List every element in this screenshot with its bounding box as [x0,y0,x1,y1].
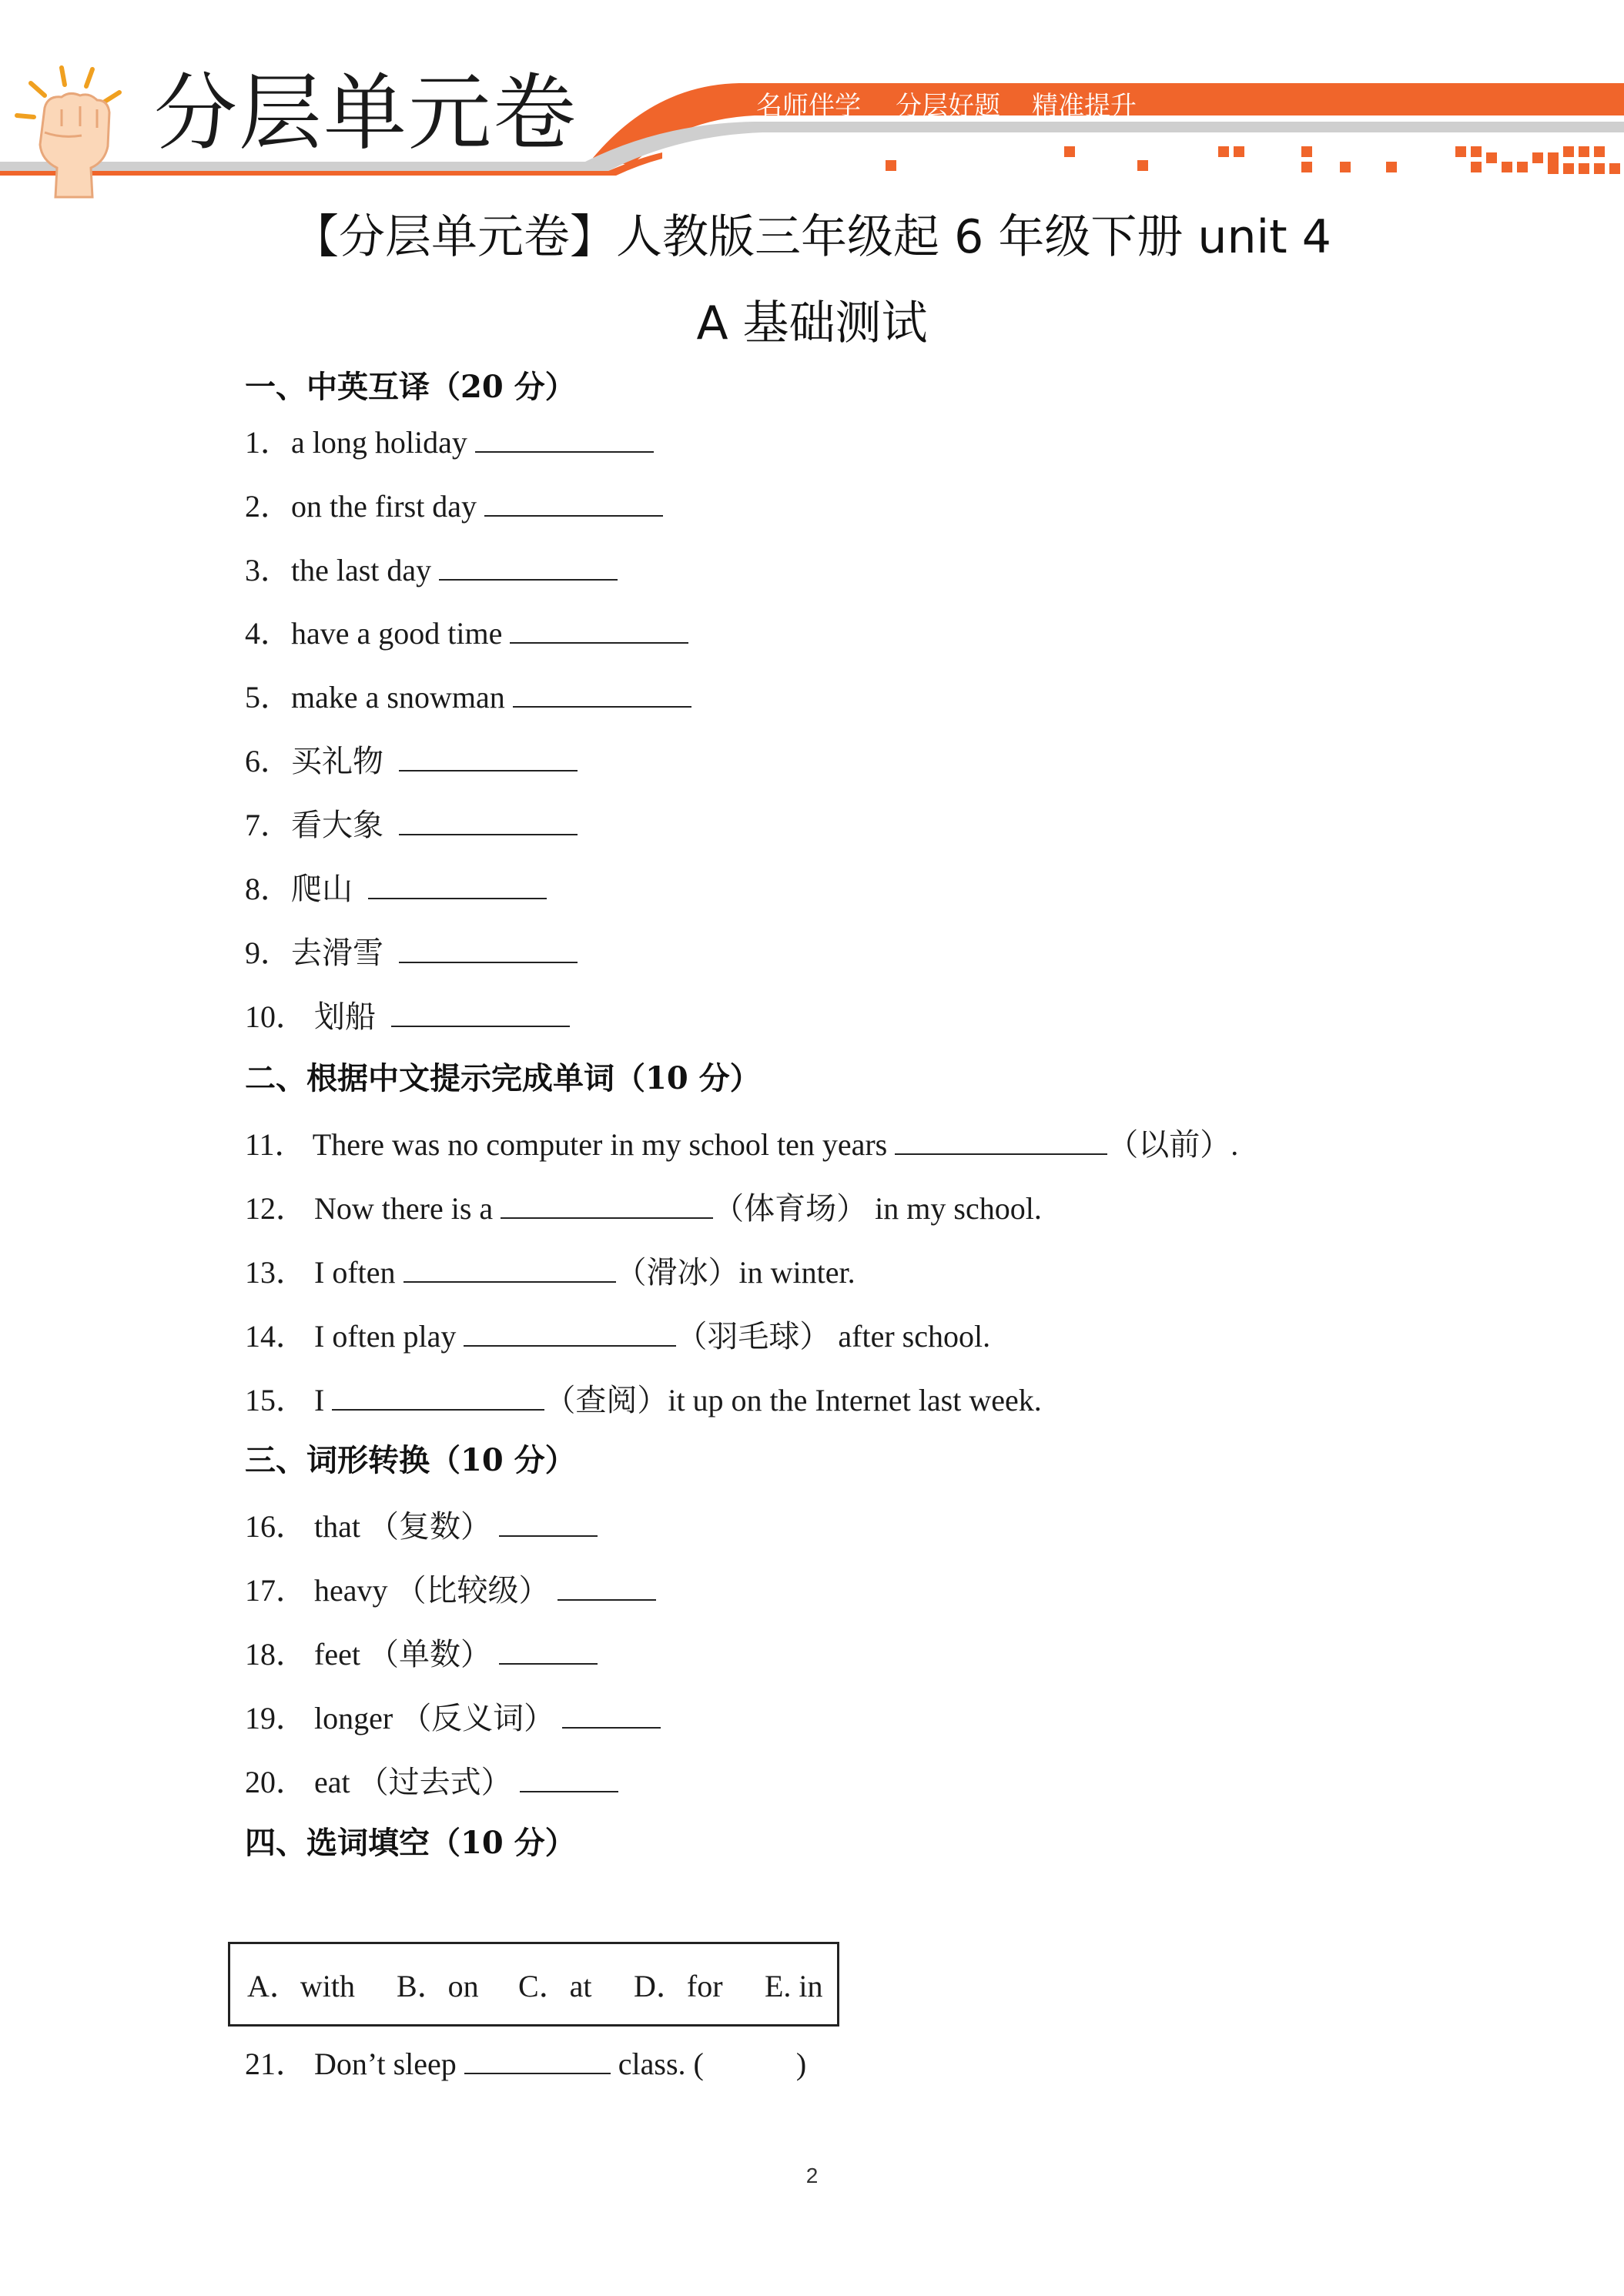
question-text: 划船 [314,999,376,1035]
answer-blank[interactable] [464,1316,676,1347]
page-number: 2 [805,2164,819,2187]
option-b: B．on [397,1969,479,2003]
answer-blank[interactable] [464,2043,611,2074]
question-text: make a snowman [291,680,505,715]
question-word: that [314,1509,360,1544]
question-text: the last day [291,553,432,587]
question-2 [245,486,663,526]
word-options-box [228,1942,839,2027]
question-12 [245,1188,1042,1228]
question-text: Now there is a [314,1191,494,1226]
question-number: 4． [245,616,291,651]
answer-blank[interactable] [399,932,578,963]
hint-text: （查阅） [544,1383,668,1418]
question-number: 9． [245,935,291,970]
hint-text: （单数） [367,1637,491,1672]
option-d: D．for [634,1969,723,2003]
question-text: 去滑雪 [291,935,383,971]
question-number: 21． [245,2047,306,2081]
question-number: 8． [245,872,291,906]
question-number: 10． [245,999,306,1034]
question-9 [245,932,578,972]
question-number: 11． [245,1127,306,1162]
question-number: 14． [245,1319,306,1354]
question-1 [245,422,654,462]
question-text: There was no computer in my school ten years [312,1127,888,1162]
question-number: 2． [245,489,291,524]
answer-blank[interactable] [399,741,578,771]
question-7 [245,805,578,845]
question-text: I often [314,1255,396,1290]
answer-blank[interactable] [391,996,570,1027]
question-word: feet [314,1637,360,1672]
hint-text: （以前） [1107,1127,1231,1163]
question-text: have a good time [291,616,503,651]
answer-blank[interactable] [513,677,691,708]
header-banner [0,0,1624,185]
question-14 [245,1316,990,1356]
section-heading-4: 四、选词填空（10 分） [245,1825,576,1861]
question-5 [245,677,691,717]
question-text-end: it up on the Internet last week. [668,1383,1042,1417]
question-21 [245,2043,806,2083]
question-text: I [314,1383,325,1417]
question-text: I often play [314,1319,457,1354]
answer-blank[interactable] [475,422,654,453]
answer-blank[interactable] [399,805,578,835]
hint-text: （比较级） [395,1573,550,1608]
answer-blank[interactable] [484,486,663,517]
question-10 [245,996,570,1036]
hint-text: （过去式） [357,1765,512,1800]
question-text: 买礼物 [291,744,383,779]
question-19 [245,1698,661,1738]
question-6 [245,741,578,781]
option-a: A．with [247,1969,355,2003]
answer-blank[interactable] [439,550,618,581]
question-8 [245,869,547,909]
question-number: 15． [245,1383,306,1417]
question-number: 3． [245,553,291,587]
section-heading-1: 一、中英互译（20 分） [245,369,576,405]
option-e: E. in [765,1969,823,2003]
hint-text: （体育场） [713,1191,868,1227]
slogan-2: 分层好题 [896,91,1000,122]
raised-fist-icon [8,62,139,200]
question-text: Don’t sleep [314,2047,457,2081]
question-number: 17． [245,1573,306,1608]
question-4 [245,613,688,653]
question-number: 12． [245,1191,306,1226]
question-text: on the first day [291,489,477,524]
option-c: C．at [518,1969,592,2003]
question-number: 1． [245,425,291,460]
question-number: 5． [245,680,291,715]
question-number: 7． [245,808,291,842]
hint-text: （滑冰） [615,1255,739,1290]
answer-blank[interactable] [558,1570,656,1601]
question-16 [245,1506,598,1546]
question-text-end: in my school. [867,1191,1042,1226]
document-title: 【分层单元卷】人教版三年级起 6 年级下册 unit 4 [293,210,1331,264]
question-11 [245,1124,1238,1164]
hint-text: （复数） [367,1509,491,1545]
answer-blank[interactable] [895,1124,1107,1155]
question-word: longer [314,1701,393,1735]
document-subtitle: A 基础测试 [696,296,928,350]
question-text: 看大象 [291,808,383,843]
question-number: 19． [245,1701,306,1735]
answer-blank[interactable] [562,1698,661,1729]
question-text: 爬山 [291,872,353,907]
brand-title: 分层单元卷 [154,65,578,162]
slogan-3: 精准提升 [1032,91,1137,122]
question-17 [245,1570,656,1610]
question-number: 18． [245,1637,306,1672]
question-word: heavy [314,1573,388,1608]
question-text-end: in winter. [738,1255,856,1290]
question-text-end: class. ( [618,2047,704,2081]
question-15 [245,1380,1042,1420]
answer-blank[interactable] [499,1506,598,1537]
question-3 [245,550,618,590]
question-text: a long holiday [291,425,467,460]
answer-blank[interactable] [403,1252,616,1283]
question-18 [245,1634,598,1674]
section-heading-3: 三、词形转换（10 分） [245,1442,576,1478]
answer-blank[interactable] [510,613,688,644]
question-word: eat [314,1765,350,1799]
close-paren: ) [795,2047,807,2081]
question-20 [245,1762,618,1802]
question-13 [245,1252,856,1292]
hint-text: （羽毛球） [676,1319,831,1354]
question-number: 16． [245,1509,306,1544]
question-text-end: after school. [830,1319,991,1354]
question-text-end: . [1231,1127,1239,1162]
hint-text: （反义词） [400,1701,555,1736]
answer-blank[interactable] [332,1380,544,1411]
answer-blank[interactable] [499,1634,598,1665]
answer-blank[interactable] [520,1762,618,1792]
slogan-1: 名师伴学 [756,91,861,122]
question-number: 6． [245,744,291,778]
question-number: 13． [245,1255,306,1290]
answer-blank[interactable] [368,869,547,899]
section-heading-2: 二、根据中文提示完成单词（10 分） [245,1060,761,1096]
answer-blank[interactable] [501,1188,713,1219]
question-number: 20． [245,1765,306,1799]
